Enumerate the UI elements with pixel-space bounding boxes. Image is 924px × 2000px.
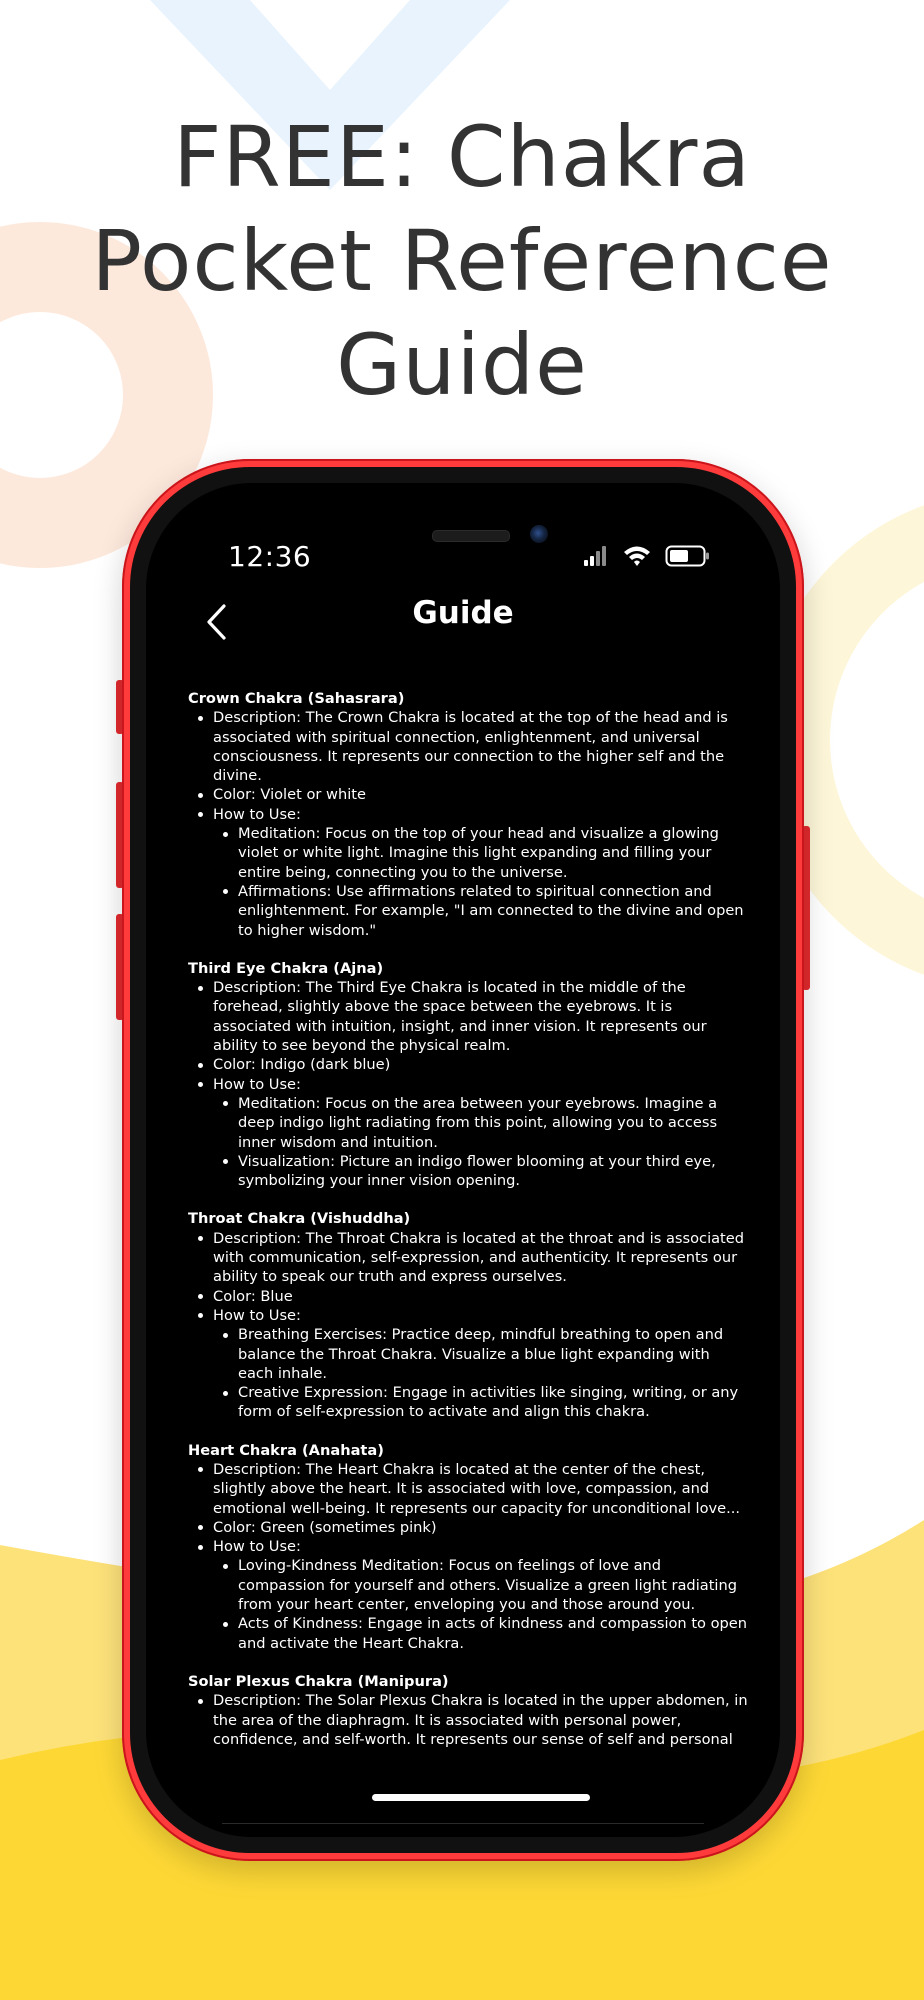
sub-bullet-list bbox=[213, 1094, 748, 1190]
list-item: Description: The Third Eye Chakra is located in the middle of the forehead, slightly above the space between the eyebrows. It is associated with intuition, insight, and inner vision. It represents our ability to see beyond the physical realm. bbox=[188, 978, 748, 1055]
list-item: Description: The Solar Plexus Chakra is located in the upper abdomen, in the area of the diaphragm. It is associated with personal power, confidence, and self-worth. It represents our sense of self and personal bbox=[188, 1691, 748, 1749]
list-item: Loving-Kindness Meditation: Focus on feelings of love and compassion for yourself and others. Visualize a green light radiating from your heart center, enveloping you and those around you. bbox=[213, 1556, 748, 1614]
list-item: Color: Green (sometimes pink) bbox=[188, 1518, 748, 1537]
how-to-use-label: How to Use: bbox=[213, 1075, 301, 1093]
chakra-section bbox=[188, 1209, 748, 1421]
section-title: Heart Chakra (Anahata) bbox=[188, 1441, 384, 1459]
chakra-section bbox=[188, 959, 748, 1191]
guide-content[interactable] bbox=[188, 689, 748, 1773]
sub-bullet-list bbox=[213, 1556, 748, 1652]
chakra-section bbox=[188, 689, 748, 940]
list-item bbox=[188, 805, 748, 940]
list-item: Acts of Kindness: Engage in acts of kindness and compassion to open and activate the Heart Chakra. bbox=[213, 1614, 748, 1653]
list-item: Description: The Heart Chakra is located at the center of the chest, slightly above the heart. It is associated with love, compassion, and emotional well-being. It represents our capacity for unconditional love... bbox=[188, 1460, 748, 1518]
status-time: 12:36 bbox=[228, 540, 312, 573]
earpiece-speaker bbox=[432, 530, 510, 542]
page-title: Guide bbox=[412, 595, 514, 631]
headline-line-1: FREE: Chakra bbox=[173, 108, 751, 206]
section-title: Solar Plexus Chakra (Manipura) bbox=[188, 1672, 449, 1690]
home-indicator[interactable] bbox=[372, 1794, 590, 1801]
section-title: Throat Chakra (Vishuddha) bbox=[188, 1210, 411, 1228]
headline-line-3: Guide bbox=[336, 316, 588, 414]
bullet-list bbox=[188, 1691, 748, 1749]
chakra-section bbox=[188, 1441, 748, 1653]
list-item bbox=[188, 1075, 748, 1191]
list-item: Color: Blue bbox=[188, 1287, 748, 1306]
promo-headline bbox=[0, 105, 924, 417]
how-to-use-label: How to Use: bbox=[213, 805, 301, 823]
front-camera bbox=[530, 525, 548, 543]
how-to-use-label: How to Use: bbox=[213, 1306, 301, 1324]
list-item: Description: The Throat Chakra is located at the throat and is associated with communication, self-expression, and authenticity. It represents our ability to speak our truth and express ourselves. bbox=[188, 1229, 748, 1287]
cellular-signal-icon bbox=[584, 546, 606, 566]
list-item: Color: Indigo (dark blue) bbox=[188, 1055, 748, 1074]
list-item: Meditation: Focus on the area between your eyebrows. Imagine a deep indigo light radiating from this point, allowing you to access inner wisdom and intuition. bbox=[213, 1094, 748, 1152]
battery-icon bbox=[667, 547, 710, 566]
list-item bbox=[188, 1306, 748, 1422]
phone-bezel bbox=[130, 467, 796, 1853]
bullet-list bbox=[188, 708, 748, 940]
sub-bullet-list bbox=[213, 1325, 748, 1421]
app-screen bbox=[146, 483, 780, 1837]
how-to-use-label: How to Use: bbox=[213, 1538, 301, 1556]
wifi-icon bbox=[624, 547, 650, 567]
screen-divider bbox=[222, 1823, 704, 1824]
list-item: Visualization: Picture an indigo flower blooming at your third eye, symbolizing your inner vision opening. bbox=[213, 1152, 748, 1191]
status-icons bbox=[584, 543, 724, 569]
bullet-list bbox=[188, 1229, 748, 1422]
list-item: Affirmations: Use affirmations related to spiritual connection and enlightenment. For example, "I am connected to the divine and open to higher wisdom." bbox=[213, 882, 748, 940]
phone-frame bbox=[122, 459, 804, 1861]
headline-line-2: Pocket Reference bbox=[91, 212, 833, 310]
sub-bullet-list bbox=[213, 824, 748, 940]
list-item: Creative Expression: Engage in activities like singing, writing, or any form of self-expression to activate and align this chakra. bbox=[213, 1383, 748, 1422]
list-item: Description: The Crown Chakra is located at the top of the head and is associated with spiritual connection, enlightenment, and universal consciousness. It represents our connection to the higher self and the divine. bbox=[188, 708, 748, 785]
list-item: Color: Violet or white bbox=[188, 785, 748, 804]
list-item bbox=[188, 1537, 748, 1653]
bullet-list bbox=[188, 978, 748, 1190]
section-title: Third Eye Chakra (Ajna) bbox=[188, 959, 384, 977]
list-item: Meditation: Focus on the top of your head and visualize a glowing violet or white light. Imagine this light expanding and filling your entire being, connecting you to the universe. bbox=[213, 824, 748, 882]
list-item: Breathing Exercises: Practice deep, mindful breathing to open and balance the Throat Chakra. Visualize a blue light expanding with each inhale. bbox=[213, 1325, 748, 1383]
section-title: Crown Chakra (Sahasrara) bbox=[188, 690, 405, 707]
chakra-section bbox=[188, 1672, 748, 1749]
bullet-list bbox=[188, 1460, 748, 1653]
